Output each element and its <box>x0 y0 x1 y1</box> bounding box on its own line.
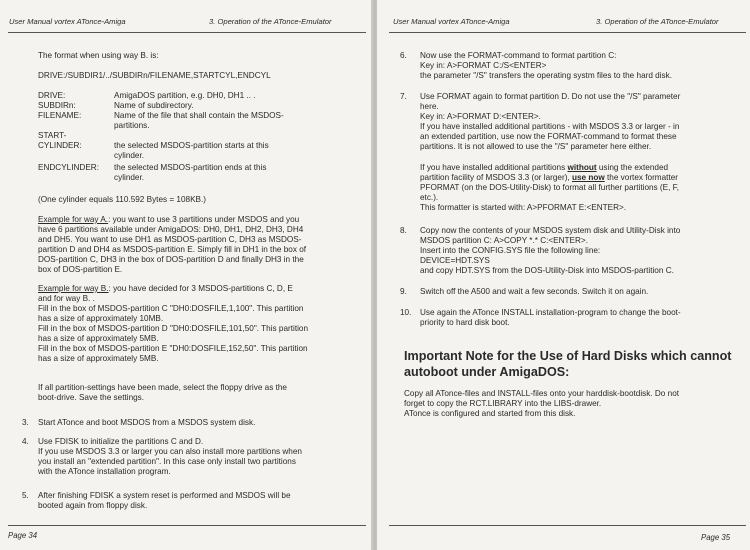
step-4-number: 4. <box>22 437 29 446</box>
right-header-rule <box>389 32 746 33</box>
step-7-para2-line3: PFORMAT (on the DOS-Utility-Disk) to format all further partitions (E, F, <box>420 183 680 192</box>
step-4-line2: If you use MSDOS 3.3 or larger you can also install more partitions when <box>38 447 302 456</box>
example-a-line2: have 6 partitions available under AmigaDOS: DH0, DH1, DH2, DH3, DH4 <box>38 225 304 234</box>
step-7-line3: Key in: A>FORMAT D:<ENTER>. <box>420 112 541 121</box>
left-page <box>0 0 373 550</box>
def-subdir: Name of subdirectory. <box>114 101 194 110</box>
step-6-line1: Now use the FORMAT-command to format partition C: <box>420 51 617 60</box>
def-end-cont: cylinder. <box>114 173 145 182</box>
step-6-line3: the parameter "/S" transfers the operating systm files to the hard disk. <box>420 71 673 80</box>
def-end: the selected MSDOS-partition ends at this <box>114 163 267 172</box>
example-a-heading: Example for way A. <box>38 215 109 224</box>
step-5-line2: booted again from floppy disk. <box>38 501 148 510</box>
example-b-line6: has a size of approximately 5MB. <box>38 334 159 343</box>
step-10-line2: priority to hard disk boot. <box>420 318 510 327</box>
format-intro: The format when using way B. is: <box>38 51 159 60</box>
important-note-heading-line1: Important Note for the Use of Hard Disks which cannot <box>404 349 732 363</box>
step-4-line1: Use FDISK to initialize the partitions C and D. <box>38 437 204 446</box>
step-8-line2: MSDOS partition C: A>COPY *.* C:<ENTER>. <box>420 236 588 245</box>
term-filename: FILENAME: <box>38 111 82 120</box>
def-start: the selected MSDOS-partition starts at this <box>114 141 269 150</box>
step-9-number: 9. <box>400 287 407 296</box>
step-7-number: 7. <box>400 92 407 101</box>
term-drive: DRIVE: <box>38 91 66 100</box>
def-start-cont: cylinder. <box>114 151 145 160</box>
step-8-line5: and copy HDT.SYS from the DOS-Utility-Disk into MSDOS-partition C. <box>420 266 674 275</box>
step-7-line1: Use FORMAT again to format partition D. Do not use the "/S" parameter <box>420 92 681 101</box>
step-5-number: 5. <box>22 491 29 500</box>
right-page <box>377 0 750 550</box>
example-a-line1: Example for way A.: you want to use 3 partitions under MSDOS and you <box>38 215 300 224</box>
step-10-line1: Use again the ATonce INSTALL installation-program to change the boot- <box>420 308 681 317</box>
format-syntax: DRIVE:/SUBDIR1/../SUBDIRn/FILENAME,STARTCYL,ENDCYL <box>38 71 271 80</box>
term-cylinder: CYLINDER: <box>38 141 82 150</box>
emphasis-without: without <box>567 163 597 172</box>
step-6-number: 6. <box>400 51 407 60</box>
right-header-section: 3. Operation of the ATonce-Emulator <box>596 17 719 26</box>
important-note-line2: forget to copy the RCT.LIBRARY into the LIBS-drawer. <box>404 399 602 408</box>
term-start: START- <box>38 131 67 140</box>
example-b-line4: has a size of approximately 10MB. <box>38 314 164 323</box>
step-4-line3: you install an "extended partition". In this case only install two partitions <box>38 457 296 466</box>
step-6-line2: Key in: A>FORMAT C:/S<ENTER> <box>420 61 547 70</box>
step-9-text: Switch off the A500 and wait a few seconds. Switch it on again. <box>420 287 649 296</box>
step-7-line4: If you have installed additional partitions - with MSDOS 3.3 or larger - in <box>420 122 680 131</box>
example-a-line3: and DH5. You want to use DH1 as MSDOS-partition C, DH3 as MSDOS- <box>38 235 302 244</box>
right-footer-rule <box>389 525 746 526</box>
term-subdir: SUBDIRn: <box>38 101 76 110</box>
left-header-section: 3. Operation of the ATonce-Emulator <box>209 17 332 26</box>
example-b-line2: and for way B. . <box>38 294 95 303</box>
step-5-line1: After finishing FDISK a system reset is performed and MSDOS will be <box>38 491 291 500</box>
step-7-para2-line4: etc.). <box>420 193 439 202</box>
step-8-line4: DEVICE=HDT.SYS <box>420 256 490 265</box>
step-4-line4: with the ATonce installation program. <box>38 467 171 476</box>
step-3-number: 3. <box>22 418 29 427</box>
left-footer-rule <box>8 525 366 526</box>
example-b-line5: Fill in the box of MSDOS-partition D "DH0:DOSFILE,101,50". This partition <box>38 324 309 333</box>
right-page-number: Page 35 <box>701 533 731 542</box>
def-filename-cont: partitions. <box>114 121 150 130</box>
def-filename: Name of the file that shall contain the MSDOS- <box>114 111 284 120</box>
example-b-line3: Fill in the box of MSDOS-partition C "DH0:DOSFILE,1,100". This partition <box>38 304 304 313</box>
def-drive: AmigaDOS partition, e.g. DH0, DH1 .. . <box>114 91 256 100</box>
example-b-line8: has a size of approximately 5MB. <box>38 354 159 363</box>
step-7-line5: an extended partition, use now the FORMAT-command to format these <box>420 132 677 141</box>
step-8-number: 8. <box>400 226 407 235</box>
important-note-heading-line2: autoboot under AmigaDOS: <box>404 365 570 379</box>
step-7-line2: here. <box>420 102 439 111</box>
term-endcylinder: ENDCYLINDER: <box>38 163 99 172</box>
example-a-line5: DOS-partition C, DH3 in the box of DOS-partition D and finally DH3 in the <box>38 255 304 264</box>
example-a-line6: box of DOS-partition E. <box>38 265 123 274</box>
step-8-line1: Copy now the contents of your MSDOS system disk and Utility-Disk into <box>420 226 681 235</box>
partition-settings-line1: If all partition-settings have been made, select the floppy drive as the <box>38 383 287 392</box>
example-b-line7: Fill in the box of MSDOS-partition E "DH0:DOSFILE,152,50". This partition <box>38 344 308 353</box>
partition-settings-line2: boot-drive. Save the settings. <box>38 393 145 402</box>
cylinder-note: (One cylinder equals 110.592 Bytes = 108KB.) <box>38 195 207 204</box>
left-header-title: User Manual vortex ATonce-Amiga <box>9 17 126 26</box>
example-a-line4: partition D and DH4 as MSDOS-partition E. Simply fill in DH1 in the box of <box>38 245 307 254</box>
step-8-line3: Insert into the CONFIG.SYS file the following line: <box>420 246 601 255</box>
step-7-para2-line5: This formatter is started with: A>PFORMAT E:<ENTER>. <box>420 203 627 212</box>
important-note-line3: ATonce is configured and started from this disk. <box>404 409 576 418</box>
left-header-rule <box>8 32 366 33</box>
step-3-text: Start ATonce and boot MSDOS from a MSDOS system disk. <box>38 418 256 427</box>
right-header-title: User Manual vortex ATonce-Amiga <box>393 17 510 26</box>
step-7-para2-line2: partition facility of MSDOS 3.3 (or larger), use now the vortex formatter <box>420 173 679 182</box>
step-10-number: 10. <box>400 308 412 317</box>
step-7-para2-line1: If you have installed additional partitions without using the extended <box>420 163 669 172</box>
step-7-line6: partitions. It is not allowed to use the "/S" parameter here either. <box>420 142 652 151</box>
important-note-line1: Copy all ATonce-files and INSTALL-files onto your harddisk-bootdisk. Do not <box>404 389 680 398</box>
example-b-heading: Example for way B. <box>38 284 109 293</box>
left-page-number: Page 34 <box>8 531 38 540</box>
example-b-line1: Example for way B.: you have decided for 3 MSDOS-partitions C, D, E <box>38 284 293 293</box>
emphasis-use-now: use now <box>571 173 605 182</box>
